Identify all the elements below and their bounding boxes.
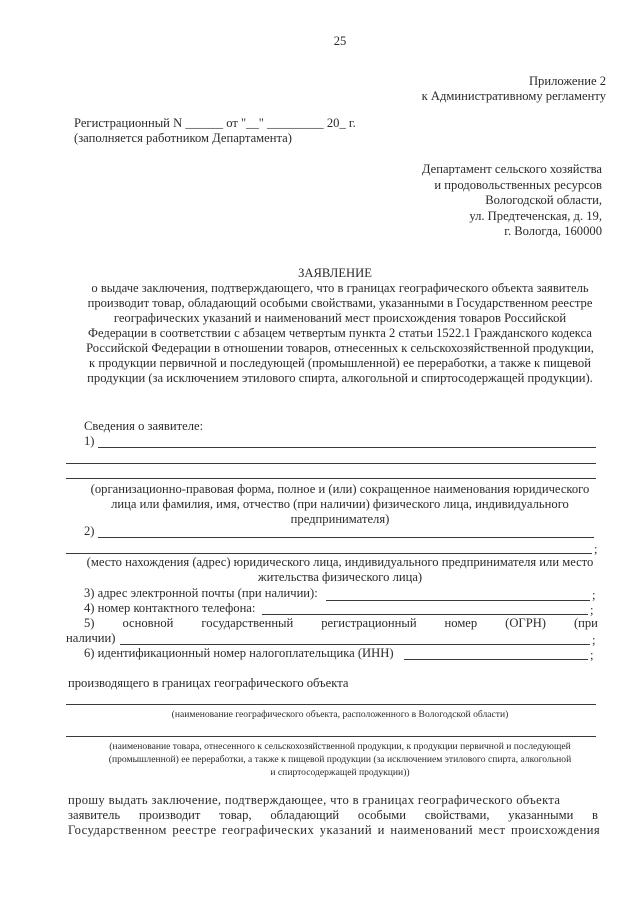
applicant-phone-label: 4) номер контактного телефона: bbox=[84, 601, 256, 615]
applicant-item-1-number: 1) bbox=[84, 434, 95, 448]
addressee-line-2: и продовольственных ресурсов bbox=[434, 178, 602, 192]
request-word: указанными bbox=[508, 808, 574, 822]
subject-line-5: Российской Федерации в отношении товаров, отнесенных к сельскохозяйственной продукции, bbox=[86, 341, 594, 355]
applicant-phone-field[interactable] bbox=[262, 614, 588, 615]
ogrn-word: основной bbox=[122, 616, 174, 630]
applicant-item-1-field-continued-2[interactable] bbox=[66, 478, 596, 479]
geo-object-label: производящего в границах географического объекта bbox=[68, 676, 349, 690]
registration-note: (заполняется работником Департамента) bbox=[74, 131, 292, 145]
applicant-item-2-number: 2) bbox=[84, 524, 95, 538]
request-line-1 bbox=[68, 793, 598, 808]
applicant-item-2-semicolon: ; bbox=[594, 542, 598, 556]
applicant-inn-semicolon: ; bbox=[590, 648, 594, 662]
request-word: обладающий bbox=[270, 808, 340, 822]
applicant-email-field[interactable] bbox=[326, 600, 590, 601]
applicant-heading: Сведения о заявителе: bbox=[84, 419, 204, 433]
applicant-hint-1-line-2: лица или фамилия, имя, отчество (при наличии) физического лица, индивидуального bbox=[111, 497, 569, 511]
applicant-hint-1-line-3: предпринимателя) bbox=[290, 512, 390, 526]
applicant-item-2-field-continued[interactable] bbox=[66, 553, 592, 554]
subject-line-6: к продукции первичной и последующей (промышленной) ее переработки, а также к пищевой bbox=[89, 356, 591, 370]
geo-object-hint: (наименование географического объекта, расположенного в Вологодской области) bbox=[171, 709, 509, 720]
addressee-line-5: г. Вологда, 160000 bbox=[504, 224, 602, 238]
request-word: особыми bbox=[357, 808, 406, 822]
request-word: производит bbox=[138, 808, 201, 822]
subject-line-4: Федерации в соответствии с абзацем четвертым пункта 2 статьи 1522.1 Гражданского кодекса bbox=[88, 326, 592, 340]
addressee-line-1: Департамент сельского хозяйства bbox=[421, 162, 602, 176]
request-line-2 bbox=[68, 808, 598, 823]
request-word: свойствами, bbox=[424, 808, 490, 822]
applicant-ogrn-semicolon: ; bbox=[592, 633, 596, 647]
request-line-3-text: Государственном реестре географических указаний и наименований мест происхождения bbox=[68, 823, 601, 837]
applicant-hint-2-line-2: жительства физического лица) bbox=[257, 570, 423, 584]
goods-name-field[interactable] bbox=[66, 736, 596, 737]
subject-line-3: географических указаний и наименований мест происхождения товаров Российской bbox=[113, 311, 567, 325]
applicant-ogrn-label bbox=[84, 616, 598, 631]
goods-hint-line-3: и спиртосодержащей продукции)) bbox=[270, 767, 410, 778]
ogrn-word: 5) bbox=[84, 616, 95, 630]
request-line-1-text: прошу выдать заключение, подтверждающее, что в границах географического объекта bbox=[68, 793, 561, 807]
appendix-line-1: Приложение 2 bbox=[528, 74, 606, 88]
applicant-item-2-field[interactable] bbox=[98, 537, 594, 538]
document-title: ЗАЯВЛЕНИЕ bbox=[298, 266, 372, 280]
geo-object-field[interactable] bbox=[66, 704, 596, 705]
applicant-hint-2-line-1: (место нахождения (адрес) юридического лица, индивидуального предпринимателя или место bbox=[86, 555, 594, 569]
addressee-line-4: ул. Предтеченская, д. 19, bbox=[469, 209, 602, 223]
registration-line: Регистрационный N ______ от "__" _________ 20_ г. bbox=[74, 116, 356, 130]
applicant-email-label: 3) адрес электронной почты (при наличии): bbox=[84, 586, 318, 600]
applicant-item-1-field-continued[interactable] bbox=[66, 463, 596, 464]
request-word: заявитель bbox=[68, 808, 121, 822]
request-word: в bbox=[592, 808, 598, 822]
subject-line-2: производит товар, обладающий особыми свойствами, указанными в Государственном реестре bbox=[87, 296, 593, 310]
applicant-inn-field[interactable] bbox=[404, 659, 588, 660]
subject-line-7: продукции (за исключением этилового спирта, алкогольной и спиртосодержащей продукции). bbox=[87, 371, 593, 385]
page-number: 25 bbox=[333, 34, 347, 48]
request-line-3 bbox=[68, 823, 601, 838]
ogrn-word: государственный bbox=[201, 616, 294, 630]
ogrn-word: регистрационный bbox=[321, 616, 417, 630]
applicant-ogrn-label-continued: наличии) bbox=[66, 631, 116, 645]
request-word: товар, bbox=[219, 808, 252, 822]
applicant-email-semicolon: ; bbox=[592, 588, 596, 602]
applicant-hint-1-line-1: (организационно-правовая форма, полное и (или) сокращенное наименования юридического bbox=[90, 482, 590, 496]
addressee-line-3: Вологодской области, bbox=[485, 193, 602, 207]
applicant-inn-label: 6) идентификационный номер налогоплательщика (ИНН) bbox=[84, 646, 394, 660]
applicant-phone-semicolon: ; bbox=[590, 603, 594, 617]
applicant-ogrn-field[interactable] bbox=[120, 644, 590, 645]
goods-hint-line-2: (промышленной) ее переработки, а также к пищевой продукции (за исключением этилового спирта, алкогольной bbox=[108, 754, 572, 765]
ogrn-word: номер bbox=[444, 616, 478, 630]
applicant-item-1-field[interactable] bbox=[98, 447, 596, 448]
appendix-line-2: к Административному регламенту bbox=[421, 89, 606, 103]
ogrn-word: (при bbox=[573, 616, 598, 630]
goods-hint-line-1: (наименование товара, отнесенного к сельскохозяйственной продукции, к продукции первичной и последующей bbox=[109, 741, 571, 752]
subject-line-1: о выдаче заключения, подтверждающего, что в границах географического объекта заявитель bbox=[91, 281, 589, 295]
ogrn-word: (ОГРН) bbox=[505, 616, 546, 630]
